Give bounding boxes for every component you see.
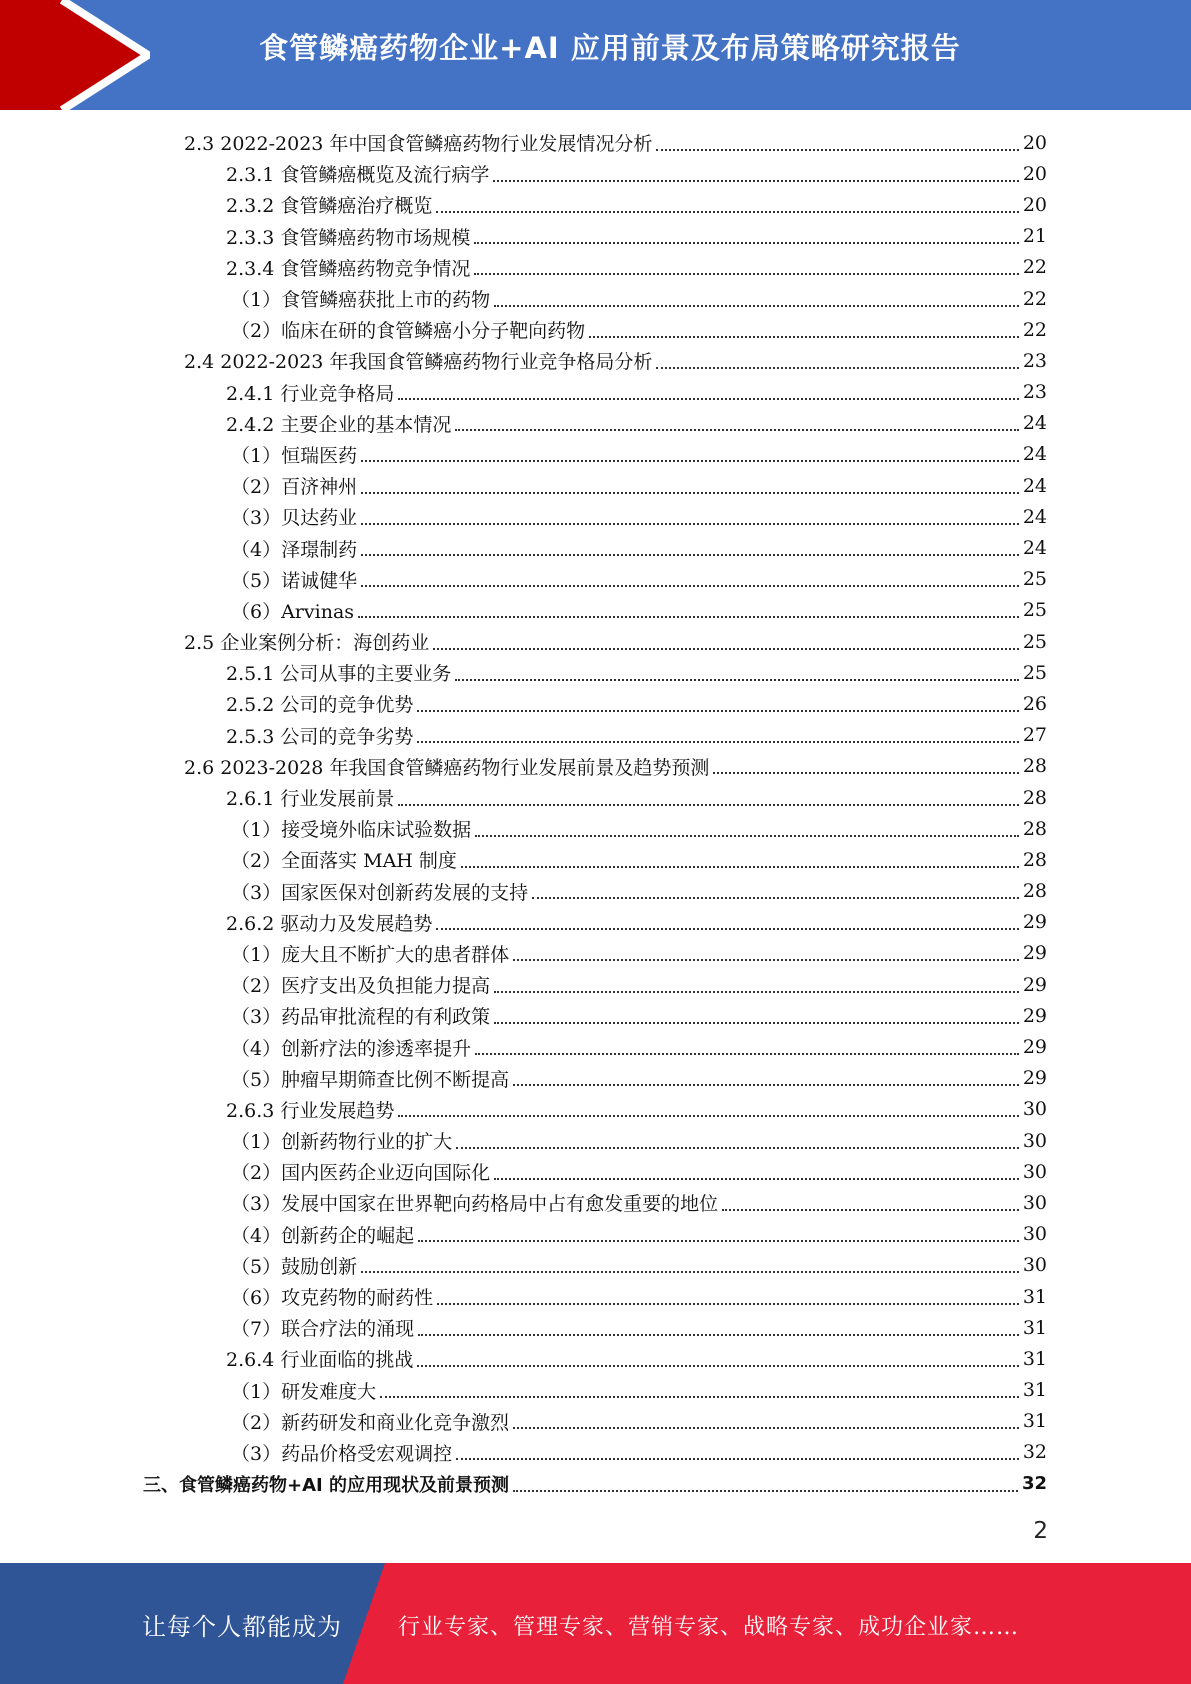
toc-dot-leader xyxy=(656,129,1018,151)
toc-dot-leader xyxy=(361,503,1019,525)
toc-entry-page: 24 xyxy=(1022,474,1047,497)
toc-entry-page: 25 xyxy=(1022,568,1047,591)
toc-dot-leader xyxy=(494,285,1019,307)
toc-entry-page: 31 xyxy=(1022,1410,1047,1433)
toc-entry[interactable] xyxy=(226,221,1047,252)
toc-entry-label: 2.4.1 行业竞争格局 xyxy=(226,382,395,405)
toc-entry-label: 2.5.1 公司从事的主要业务 xyxy=(226,663,452,686)
toc-entry[interactable] xyxy=(231,1125,1047,1156)
toc-entry[interactable] xyxy=(231,1219,1047,1250)
toc-entry-label: （1）恒瑞医药 xyxy=(231,444,358,467)
footer-slogan-right: 行业专家、管理专家、营销专家、战略专家、成功企业家…… xyxy=(398,1615,1020,1640)
toc-entry-label: （6）Arvinas xyxy=(231,600,355,623)
toc-dot-leader xyxy=(713,752,1018,774)
toc-entry[interactable] xyxy=(226,1343,1047,1374)
toc-dot-leader xyxy=(513,1064,1019,1086)
toc-dot-leader xyxy=(656,347,1018,369)
report-title: 食管鳞癌药物企业+AI 应用前景及布局策略研究报告 xyxy=(259,31,961,65)
toc-dot-leader xyxy=(398,784,1018,806)
toc-dot-leader xyxy=(433,628,1019,650)
toc-entry[interactable] xyxy=(231,595,1047,626)
table-of-contents xyxy=(0,127,1191,1499)
toc-entry[interactable] xyxy=(231,564,1047,595)
toc-entry[interactable] xyxy=(226,158,1047,189)
toc-entry[interactable] xyxy=(231,532,1047,563)
toc-entry-page: 28 xyxy=(1022,848,1047,871)
toc-dot-leader xyxy=(513,1470,1018,1492)
toc-entry-label: 2.3.1 食管鳞癌概览及流行病学 xyxy=(226,164,490,187)
toc-dot-leader xyxy=(398,378,1018,400)
toc-entry-page: 32 xyxy=(1022,1441,1047,1464)
toc-entry-label: （3）贝达药业 xyxy=(231,507,358,530)
toc-dot-leader xyxy=(456,1127,1019,1149)
toc-dot-leader xyxy=(474,222,1018,244)
toc-dot-leader xyxy=(493,160,1018,182)
toc-entry-label: 2.5.3 公司的竞争劣势 xyxy=(226,725,414,748)
toc-entry[interactable] xyxy=(231,1000,1047,1031)
toc-entry-label: 2.6.3 行业发展趋势 xyxy=(226,1099,395,1122)
toc-entry-page: 20 xyxy=(1022,193,1047,216)
toc-entry-label: （4）创新药企的崛起 xyxy=(231,1224,415,1247)
toc-dot-leader xyxy=(361,534,1019,556)
toc-entry-page: 29 xyxy=(1022,911,1047,934)
toc-entry-page: 30 xyxy=(1022,1098,1047,1121)
toc-entry-label: （2）国内医药企业迈向国际化 xyxy=(231,1162,491,1185)
toc-dot-leader xyxy=(417,690,1018,712)
toc-entry-label: 2.4 2022-2023 年我国食管鳞癌药物行业竞争格局分析 xyxy=(184,351,653,374)
toc-dot-leader xyxy=(358,596,1019,618)
toc-entry-page: 29 xyxy=(1022,1067,1047,1090)
toc-entry-page: 28 xyxy=(1022,786,1047,809)
toc-entry-page: 23 xyxy=(1022,349,1047,372)
toc-entry[interactable] xyxy=(226,408,1047,439)
toc-entry-page: 20 xyxy=(1022,162,1047,185)
toc-entry-label: （4）创新疗法的渗透率提升 xyxy=(231,1037,472,1060)
toc-entry-label: （7）联合疗法的涌现 xyxy=(231,1318,415,1341)
toc-dot-leader xyxy=(361,472,1019,494)
toc-entry-page: 30 xyxy=(1022,1223,1047,1246)
toc-dot-leader xyxy=(494,971,1019,993)
toc-dot-leader xyxy=(455,409,1018,431)
toc-entry-page: 29 xyxy=(1022,973,1047,996)
toc-dot-leader xyxy=(475,815,1019,837)
page-number: 2 xyxy=(1033,1518,1048,1544)
toc-entry[interactable] xyxy=(231,501,1047,532)
toc-entry-page: 22 xyxy=(1022,287,1047,310)
toc-dot-leader xyxy=(436,908,1018,930)
toc-entry-label: 2.5.2 公司的竞争优势 xyxy=(226,694,414,717)
toc-entry-label: 2.3.4 食管鳞癌药物竞争情况 xyxy=(226,257,471,280)
toc-entry-page: 31 xyxy=(1022,1316,1047,1339)
toc-entry-page: 27 xyxy=(1022,724,1047,747)
toc-entry-label: 2.3 2022-2023 年中国食管鳞癌药物行业发展情况分析 xyxy=(184,133,653,156)
toc-entry-page: 24 xyxy=(1022,412,1047,435)
toc-entry[interactable] xyxy=(231,314,1047,345)
toc-entry-page: 29 xyxy=(1022,1036,1047,1059)
toc-dot-leader xyxy=(722,1189,1019,1211)
toc-entry-label: （1）接受境外临床试验数据 xyxy=(231,819,472,842)
toc-dot-leader xyxy=(456,1438,1019,1460)
toc-entry-label: （2）医疗支出及负担能力提高 xyxy=(231,975,491,998)
toc-entry[interactable] xyxy=(231,844,1047,875)
toc-entry-page: 31 xyxy=(1022,1285,1047,1308)
toc-entry-label: （2）临床在研的食管鳞癌小分子靶向药物 xyxy=(231,320,586,343)
toc-entry-page: 22 xyxy=(1022,318,1047,341)
toc-dot-leader xyxy=(417,721,1018,743)
toc-entry-label: （2）新药研发和商业化竞争激烈 xyxy=(231,1411,510,1434)
toc-dot-leader xyxy=(589,316,1019,338)
toc-entry[interactable] xyxy=(226,657,1047,688)
toc-dot-leader xyxy=(461,846,1019,868)
toc-entry-label: （6）攻克药物的耐药性 xyxy=(231,1287,434,1310)
toc-entry[interactable] xyxy=(226,720,1047,751)
toc-entry-label: 2.4.2 主要企业的基本情况 xyxy=(226,413,452,436)
toc-entry[interactable] xyxy=(231,938,1047,969)
toc-entry-page: 24 xyxy=(1022,443,1047,466)
toc-entry-label: （2）百济神州 xyxy=(231,476,358,499)
toc-entry-page: 31 xyxy=(1022,1347,1047,1370)
toc-entry[interactable] xyxy=(231,813,1047,844)
toc-entry-page: 28 xyxy=(1022,755,1047,778)
toc-entry-label: （5）鼓励创新 xyxy=(231,1255,358,1278)
toc-entry-label: 2.5 企业案例分析：海创药业 xyxy=(184,632,430,655)
toc-entry[interactable] xyxy=(231,1187,1047,1218)
toc-entry[interactable] xyxy=(184,127,1047,158)
toc-dot-leader xyxy=(474,253,1018,275)
toc-dot-leader xyxy=(398,1095,1018,1117)
toc-dot-leader xyxy=(532,877,1019,899)
page-footer xyxy=(0,1563,1191,1684)
toc-dot-leader xyxy=(494,1158,1019,1180)
toc-entry[interactable] xyxy=(231,1063,1047,1094)
toc-dot-leader xyxy=(380,1376,1019,1398)
toc-entry-label: （1）研发难度大 xyxy=(231,1380,377,1403)
toc-dot-leader xyxy=(513,1407,1019,1429)
toc-entry[interactable] xyxy=(231,1406,1047,1437)
toc-entry-page: 25 xyxy=(1022,630,1047,653)
toc-entry[interactable] xyxy=(231,969,1047,1000)
toc-entry-label: 2.3.3 食管鳞癌药物市场规模 xyxy=(226,226,471,249)
footer-slogan-left: 让每个人都能成为 xyxy=(142,1613,342,1641)
toc-dot-leader xyxy=(513,939,1019,961)
toc-entry-page: 29 xyxy=(1022,942,1047,965)
toc-entry[interactable] xyxy=(184,345,1047,376)
toc-dot-leader xyxy=(436,191,1018,213)
toc-entry[interactable] xyxy=(231,1031,1047,1062)
toc-entry[interactable] xyxy=(231,1312,1047,1343)
toc-entry-page: 24 xyxy=(1022,505,1047,528)
toc-entry-page: 30 xyxy=(1022,1191,1047,1214)
toc-entry-label: （3）国家医保对创新药发展的支持 xyxy=(231,881,529,904)
toc-entry-label: （3）发展中国家在世界靶向药格局中占有愈发重要的地位 xyxy=(231,1193,719,1216)
toc-entry-label: 三、食管鳞癌药物+AI 的应用现状及前景预测 xyxy=(143,1474,509,1496)
toc-entry-label: （5）诺诚健华 xyxy=(231,569,358,592)
toc-entry[interactable] xyxy=(226,1094,1047,1125)
toc-entry[interactable] xyxy=(231,1375,1047,1406)
toc-entry[interactable] xyxy=(231,876,1047,907)
toc-entry-page: 21 xyxy=(1022,225,1047,248)
toc-entry[interactable] xyxy=(226,189,1047,220)
toc-dot-leader xyxy=(494,1002,1019,1024)
toc-entry[interactable] xyxy=(184,751,1047,782)
toc-dot-leader xyxy=(437,1283,1019,1305)
toc-entry-label: （5）肿瘤早期筛查比例不断提高 xyxy=(231,1068,510,1091)
toc-entry-label: 2.6.4 行业面临的挑战 xyxy=(226,1349,414,1372)
toc-entry-page: 28 xyxy=(1022,880,1047,903)
toc-dot-leader xyxy=(418,1314,1019,1336)
toc-entry[interactable] xyxy=(231,1437,1047,1468)
toc-dot-leader xyxy=(455,659,1018,681)
toc-entry-label: 2.6 2023-2028 年我国食管鳞癌药物行业发展前景及趋势预测 xyxy=(184,756,710,779)
toc-entry-page: 24 xyxy=(1022,537,1047,560)
toc-dot-leader xyxy=(418,1220,1019,1242)
toc-entry[interactable] xyxy=(143,1468,1047,1499)
toc-dot-leader xyxy=(361,1251,1019,1273)
toc-entry-page: 28 xyxy=(1022,817,1047,840)
toc-entry[interactable] xyxy=(226,907,1047,938)
toc-entry-label: 2.3.2 食管鳞癌治疗概览 xyxy=(226,195,433,218)
toc-entry-label: （1）创新药物行业的扩大 xyxy=(231,1131,453,1154)
toc-dot-leader xyxy=(361,565,1019,587)
toc-entry-page: 25 xyxy=(1022,599,1047,622)
toc-entry[interactable] xyxy=(226,377,1047,408)
toc-entry-page: 30 xyxy=(1022,1160,1047,1183)
toc-entry[interactable] xyxy=(226,782,1047,813)
toc-entry-page: 22 xyxy=(1022,256,1047,279)
toc-entry-page: 31 xyxy=(1022,1379,1047,1402)
toc-entry-page: 25 xyxy=(1022,661,1047,684)
toc-entry-page: 20 xyxy=(1022,131,1047,154)
toc-entry-label: （1）食管鳞癌获批上市的药物 xyxy=(231,289,491,312)
toc-entry-label: （4）泽璟制药 xyxy=(231,538,358,561)
toc-entry-page: 26 xyxy=(1022,692,1047,715)
toc-entry-label: （3）药品审批流程的有利政策 xyxy=(231,1006,491,1029)
toc-dot-leader xyxy=(417,1345,1018,1367)
toc-entry[interactable] xyxy=(231,1250,1047,1281)
toc-entry-page: 23 xyxy=(1022,381,1047,404)
toc-entry-page: 32 xyxy=(1021,1473,1047,1495)
toc-entry-label: 2.6.1 行业发展前景 xyxy=(226,788,395,811)
toc-entry[interactable] xyxy=(231,470,1047,501)
toc-entry[interactable] xyxy=(231,439,1047,470)
toc-entry-page: 29 xyxy=(1022,1004,1047,1027)
toc-entry-label: （1）庞大且不断扩大的患者群体 xyxy=(231,943,510,966)
toc-entry[interactable] xyxy=(184,626,1047,657)
page-header xyxy=(0,0,1191,110)
toc-entry-label: （3）药品价格受宏观调控 xyxy=(231,1442,453,1465)
toc-entry[interactable] xyxy=(226,688,1047,719)
toc-entry[interactable] xyxy=(231,1156,1047,1187)
toc-entry-label: 2.6.2 驱动力及发展趋势 xyxy=(226,912,433,935)
toc-dot-leader xyxy=(361,440,1019,462)
toc-entry-page: 30 xyxy=(1022,1254,1047,1277)
toc-entry[interactable] xyxy=(226,252,1047,283)
toc-entry[interactable] xyxy=(231,1281,1047,1312)
toc-entry-page: 30 xyxy=(1022,1129,1047,1152)
toc-entry-label: （2）全面落实 MAH 制度 xyxy=(231,850,457,873)
toc-dot-leader xyxy=(475,1033,1019,1055)
toc-entry[interactable] xyxy=(231,283,1047,314)
